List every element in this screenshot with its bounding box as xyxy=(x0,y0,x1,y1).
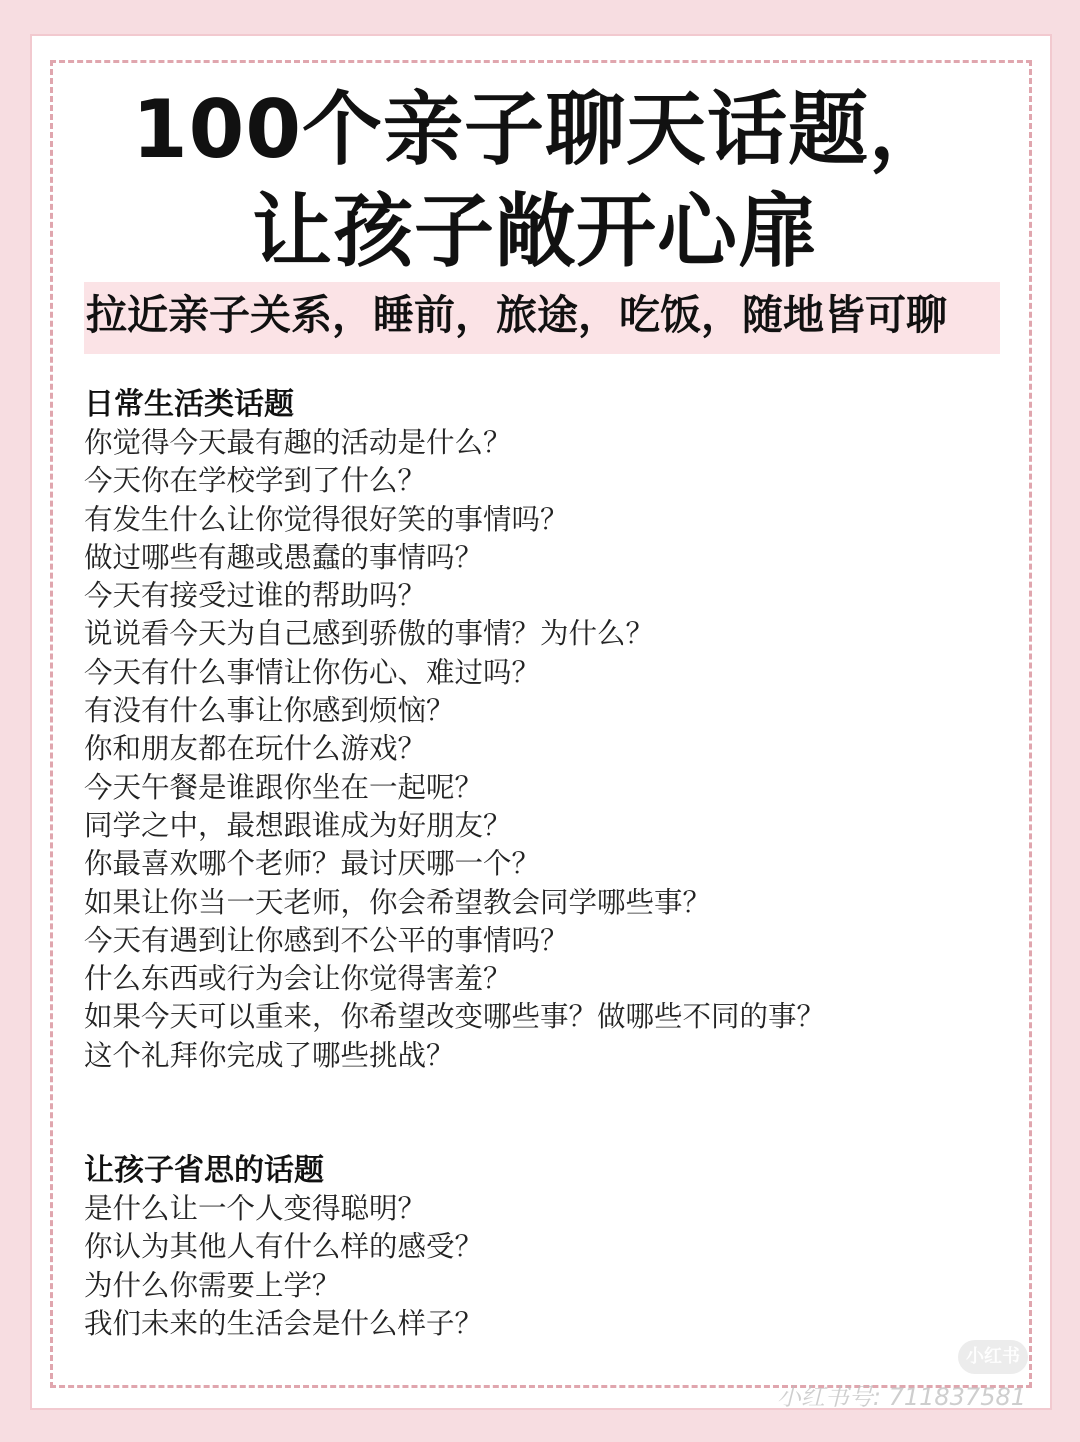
question-item: 你觉得今天最有趣的活动是什么？ xyxy=(84,426,512,459)
question-item: 这个礼拜你完成了哪些挑战？ xyxy=(84,1038,455,1072)
section-reflection xyxy=(84,1152,483,1343)
question-list xyxy=(84,424,825,1075)
content-card xyxy=(30,34,1052,1410)
section-heading: 让孩子省思的话题 xyxy=(84,1153,324,1188)
question-item: 做过哪些有趣或愚蠢的事情吗？ xyxy=(84,540,484,574)
question-item: 今天午餐是谁跟你坐在一起呢？ xyxy=(84,770,484,804)
watermark-account-id: 小红书号: 711837581 xyxy=(776,1383,1026,1411)
subtitle: 拉近亲子关系，睡前，旅途，吃饭，随地皆可聊 xyxy=(86,291,947,339)
question-item: 你认为其他人有什么样的感受？ xyxy=(84,1230,484,1264)
question-item: 今天有遇到让你感到不公平的事情吗？ xyxy=(84,923,569,957)
question-list xyxy=(84,1190,483,1343)
question-item: 如果让你当一天老师，你会希望教会同学哪些事？ xyxy=(84,885,712,919)
question-item: 是什么让一个人变得聪明？ xyxy=(84,1192,427,1225)
section-heading: 日常生活类话题 xyxy=(84,387,294,422)
question-item: 我们未来的生活会是什么样子？ xyxy=(84,1306,484,1340)
title-line-1: 100个亲子聊天话题， xyxy=(132,83,950,176)
question-item: 说说看今天为自己感到骄傲的事情？为什么？ xyxy=(84,617,655,651)
subtitle-highlight xyxy=(84,282,1000,354)
question-item: 有没有什么事让你感到烦恼？ xyxy=(84,694,455,728)
question-item: 今天有什么事情让你伤心、难过吗？ xyxy=(84,655,541,689)
section-daily-life xyxy=(84,386,825,1075)
question-item: 今天有接受过谁的帮助吗？ xyxy=(84,579,427,613)
question-item: 有发生什么让你觉得很好笑的事情吗？ xyxy=(84,502,569,536)
question-item: 你和朋友都在玩什么游戏？ xyxy=(84,732,427,766)
question-item: 你最喜欢哪个老师？最讨厌哪一个？ xyxy=(84,847,541,881)
title-line-2: 让孩子敞开心扉 xyxy=(252,185,819,278)
question-item: 什么东西或行为会让你觉得害羞？ xyxy=(84,962,512,996)
question-item: 同学之中，最想跟谁成为好朋友？ xyxy=(84,808,512,842)
watermark-logo: 小红书 xyxy=(958,1340,1028,1374)
question-item: 为什么你需要上学？ xyxy=(84,1268,341,1302)
question-item: 今天你在学校学到了什么？ xyxy=(84,464,427,498)
question-item: 如果今天可以重来，你希望改变哪些事？做哪些不同的事？ xyxy=(84,1000,826,1034)
